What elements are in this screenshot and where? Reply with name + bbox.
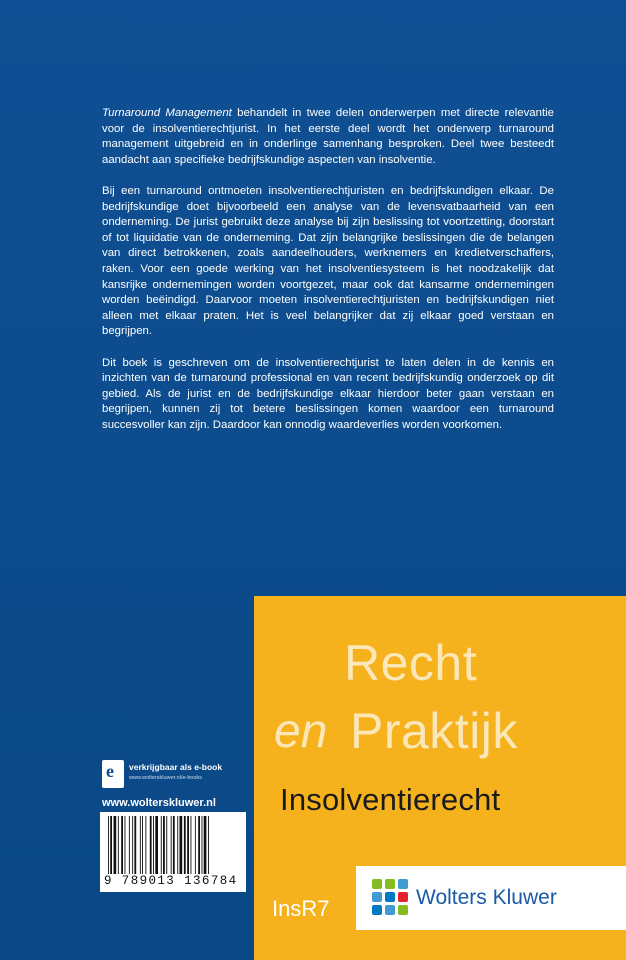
barcode-bar (153, 816, 154, 874)
series-title-en: en (274, 705, 328, 758)
barcode-bar (121, 816, 123, 874)
barcode-bar (166, 816, 167, 874)
series-subject: Insolventierecht (280, 782, 501, 817)
publisher-name: Wolters Kluwer (416, 886, 557, 909)
series-code: InsR7 (272, 896, 330, 921)
e-book-icon: e (102, 760, 124, 788)
ebook-url: www.wolterskluwer.nl/e-books (129, 775, 203, 781)
barcode-bar (125, 816, 126, 874)
series-title-recht: Recht (344, 635, 478, 691)
barcode-bar (110, 816, 112, 874)
publisher-website: www.wolterskluwer.nl (102, 797, 216, 809)
barcode-bar (132, 816, 133, 874)
barcode-digits: 9 789013 136784 (104, 874, 238, 888)
ebook-label: verkrijgbaar als e-book (129, 762, 223, 772)
barcode-bar (208, 816, 209, 874)
barcode-bar (161, 816, 162, 874)
barcode-bar (187, 816, 189, 874)
barcode-bar (118, 816, 119, 874)
barcode-bar (198, 816, 200, 874)
barcode-bar (177, 816, 178, 874)
blurb-paragraph-3: Dit boek is geschreven om de insolventierechtjurist te laten delen in de kennis en inzichten van de turnaround professional en van recent bedrijfskundig onderzoek op dit gebied. Als de jurist en de bedrijfskundige elkaar hierdoor beter gaan verstaan en begrijpen, kunnen zij tot betere beslissingen komen waardoor een turnaround succesvoller kan zijn. Daardoor kan onnodig waardeverlies worden voorkomen. (102, 356, 554, 431)
barcode-bar (171, 816, 172, 874)
barcode-bar (173, 816, 175, 874)
barcode-bar (191, 816, 192, 874)
back-cover-blurb (102, 106, 554, 449)
series-title-praktijk: Praktijk (350, 703, 518, 759)
blurb-paragraph-1 (102, 106, 554, 168)
barcode-bar (114, 816, 117, 874)
series-panel (254, 596, 626, 960)
blurb-paragraph-2: Bij een turnaround ontmoeten insolventierechtjuristen en bedrijfskundigen elkaar. De bedrijfskundige doet bijvoorbeeld een analyse van de levensvatbaarheid van een onderneming. De jurist gebruikt deze analyse bij zijn beslissing tot voortzetting, doorstart of tot liquidatie van de onderneming. Dat zijn belangrijke beslissingen die de belangen van direct betrokkenen, zoals aandeelhouders, werknemers en kredietverschaffers, raken. Voor een goede werking van het insolventiesysteem is het noodzakelijk dat kansrijke ondernemingen worden voortgezet, maar ook dat kansarme ondernemingen worden beëindigd. Daarvoor moeten insolventierechtjuristen en bedrijfskundigen niet alleen met elkaar praten. Het is veel belangrijker dat zij elkaar goed verstaan en begrijpen. (102, 184, 554, 338)
barcode-bar (150, 816, 152, 874)
barcode-bar (184, 816, 186, 874)
barcode-bar (108, 816, 109, 874)
publisher-logo-box (356, 866, 626, 930)
blurb-paragraph-1-text: behandelt in twee delen onderwerpen met directe relevantie voor de insolventierechtjurist. In het eerste deel wordt het onderwerp turnaround management uitgebreid en in onderlinge samenhang besproken. Deel twee besteedt aandacht aan specifieke bedrijfskundige aspecten van insolventie. (102, 107, 554, 166)
barcode-bar (202, 816, 203, 874)
isbn-barcode (100, 812, 246, 892)
book-title-italic: Turnaround Management (102, 107, 232, 119)
barcode-bar (129, 816, 130, 874)
barcode-bar (163, 816, 165, 874)
ebook-notice (102, 760, 242, 790)
barcode-bar (195, 816, 196, 874)
barcode-bar (204, 816, 207, 874)
barcode-bar (180, 816, 183, 874)
barcode-bar (140, 816, 141, 874)
barcode-bars (100, 816, 246, 874)
barcode-bar (134, 816, 136, 874)
barcode-bar (155, 816, 158, 874)
barcode-bar (145, 816, 146, 874)
wolters-kluwer-logo-icon (370, 877, 410, 917)
barcode-bar (142, 816, 143, 874)
